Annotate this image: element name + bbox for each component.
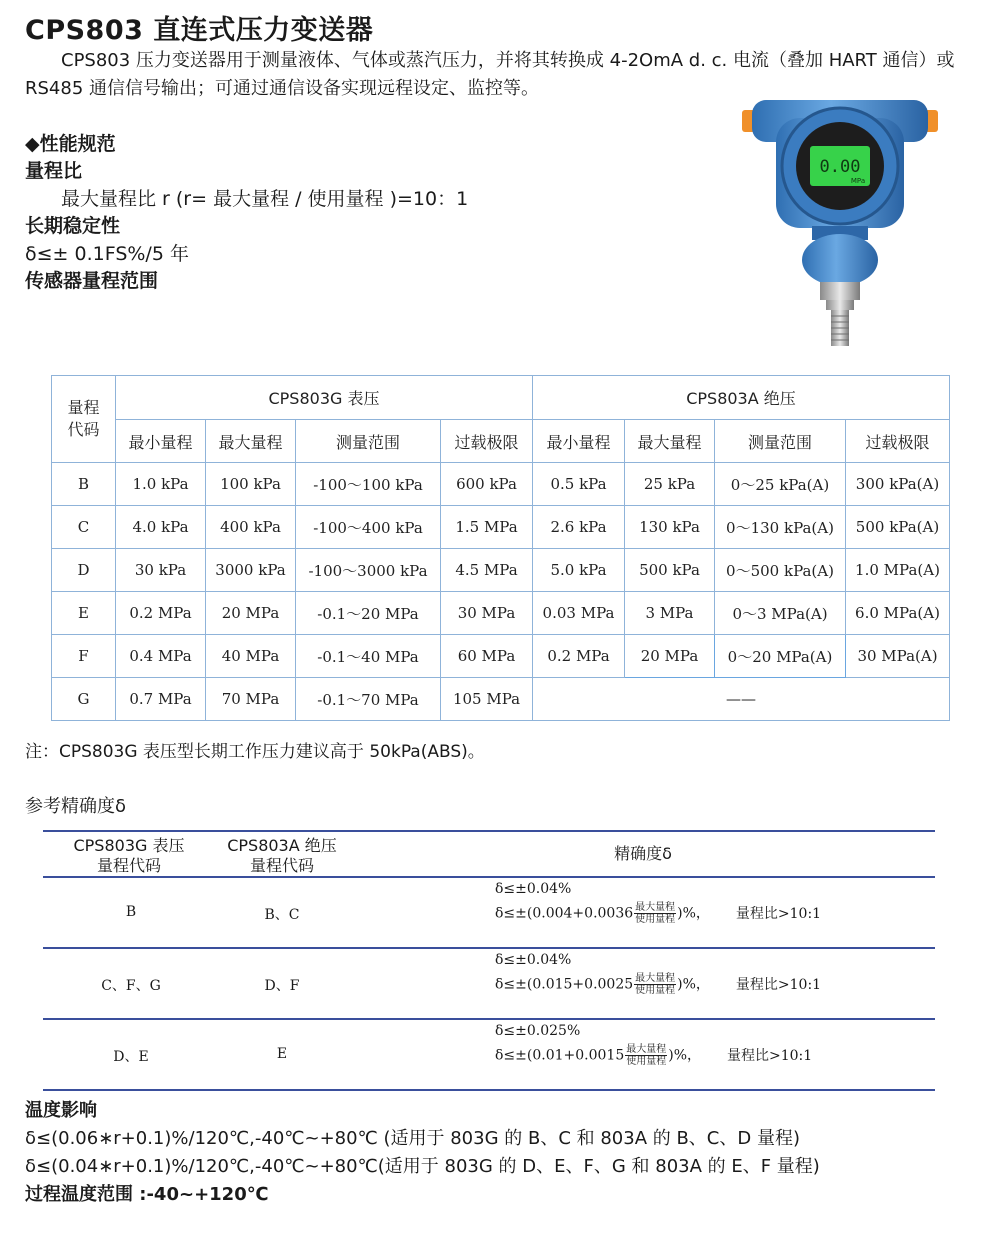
process-temperature: 过程温度范围 :-40~+120℃ [25,1184,269,1205]
range-heading: 传感器量程范围 [25,270,159,292]
table-cell: -0.1～40 MPa [296,635,441,678]
fraction: $\frac{\text{最大量程}}{\text{使用量程}}$ [626,1044,667,1067]
table-cell: 0.5 kPa [533,463,625,506]
table-rule [43,1018,935,1020]
col-header: 过载极限 [846,420,950,463]
table-cell: 60 MPa [441,635,533,678]
range-table [51,375,950,721]
table-cell: 3000 kPa [206,549,296,592]
table-row [52,549,950,592]
code-header: 量程代码 [52,376,116,463]
lcd-value: 0.00 [819,157,861,177]
table-row [52,635,950,678]
table-cell: 0.03 MPa [533,592,625,635]
table-cell: 500 kPa(A) [846,506,950,549]
process-nut [820,282,860,300]
table-cell: 105 MPa [441,678,533,721]
table-cell: B [125,904,137,920]
col-header-accuracy: 精确度δ [614,844,672,863]
table-rule [43,1089,935,1091]
col-header-g: CPS803G 表压 量程代码 [73,836,185,875]
table-cell: 0～25 kPa(A) [715,463,846,506]
table-cell: -100～100 kPa [296,463,441,506]
table-cell: 130 kPa [625,506,715,549]
table-row [52,678,950,721]
accuracy-formula: δ≤±(0.015+0.0025 $\frac{\text{最大量程}}{\text{使用量程}}$ )%， 量程比>10:1 [495,973,822,996]
ratio-heading: 量程比 [25,160,83,182]
group-header-a: CPS803A 绝压 [533,376,950,420]
table-cell: 5.0 kPa [533,549,625,592]
table-cell: 70 MPa [206,678,296,721]
table-cell: 3 MPa [625,592,715,635]
table-cell: 300 kPa(A) [846,463,950,506]
table-cell: -0.1～70 MPa [296,678,441,721]
table-row [52,463,950,506]
table-cell: 25 kPa [625,463,715,506]
table-cell: 0～500 kPa(A) [715,549,846,592]
table-cell: 2.6 kPa [533,506,625,549]
table-cell: 0～130 kPa(A) [715,506,846,549]
table-cell: E [276,1046,288,1062]
table-cell: 20 MPa [625,635,715,678]
table-cell-merged: —— [533,678,950,721]
table-cell: B [52,463,116,506]
table-cell: 0.2 MPa [533,635,625,678]
table-cell: -100～3000 kPa [296,549,441,592]
table-cell: 400 kPa [206,506,296,549]
pressure-transmitter-image [740,88,940,350]
accuracy-line: δ≤±0.04% [495,881,572,897]
fraction: $\frac{\text{最大量程}}{\text{使用量程}}$ [635,973,676,996]
process-hex [826,300,854,310]
table-cell: E [52,592,116,635]
temperature-heading: 温度影响 [25,1100,97,1121]
col-header: 测量范围 [715,420,846,463]
table-note: 注：CPS803G 表压型长期工作压力建议高于 50kPa(ABS)。 [25,742,485,762]
lcd-unit: MPa [850,177,866,185]
table-rule [43,876,935,878]
table-row [52,592,950,635]
stability-heading: 长期稳定性 [25,215,121,237]
col-header-a: CPS803A 绝压 量程代码 [227,836,337,875]
table-cell: 100 kPa [206,463,296,506]
temperature-section [25,1097,820,1209]
table-cell: 30 MPa(A) [846,635,950,678]
table-cell: 1.0 MPa(A) [846,549,950,592]
table-rule [43,830,935,832]
col-header: 最小量程 [116,420,206,463]
table-cell: 6.0 MPa(A) [846,592,950,635]
table-cell: 1.5 MPa [441,506,533,549]
col-header: 最小量程 [533,420,625,463]
spec-section-heading: ◆性能规范 [25,133,116,155]
table-cell: 600 kPa [441,463,533,506]
table-cell: B、C [264,907,300,923]
table-cell: 0.7 MPa [116,678,206,721]
table-cell: 20 MPa [206,592,296,635]
table-cell: D、E [113,1049,149,1065]
table-cell: 0.2 MPa [116,592,206,635]
accuracy-formula: δ≤±(0.004+0.0036 $\frac{\text{最大量程}}{\text{使用量程}}$ )%， 量程比>10:1 [495,902,822,925]
table-cell: 0.4 MPa [116,635,206,678]
table-cell: C、F、G [101,978,161,994]
ratio-text: 最大量程比 r (r= 最大量程 / 使用量程 )=10：1 [61,188,469,210]
col-header: 过载极限 [441,420,533,463]
table-row [52,506,950,549]
intro-text: CPS803 压力变送器用于测量液体、气体或蒸汽压力，并将其转换成 4-2OmA d. c. 电流（叠加 HART 通信）或 RS485 通信信号输出；可通过通信设备实现远程设定、监控等。 [25,50,955,99]
page-title: CPS803 直连式压力变送器 [25,15,374,46]
accuracy-line: δ≤±0.025% [495,1023,581,1039]
table-cell: 4.5 MPa [441,549,533,592]
table-cell: 500 kPa [625,549,715,592]
table-cell: D [52,549,116,592]
accuracy-heading: 参考精确度δ [25,796,127,817]
table-cell: G [52,678,116,721]
accuracy-formula: δ≤±(0.01+0.0015 $\frac{\text{最大量程}}{\text{使用量程}}$ )%， 量程比>10:1 [495,1044,813,1067]
table-cell: 0～3 MPa(A) [715,592,846,635]
table-cell: 0～20 MPa(A) [715,635,846,678]
table-cell: 1.0 kPa [116,463,206,506]
table-cell: 30 kPa [116,549,206,592]
col-header: 测量范围 [296,420,441,463]
stability-text: δ≤± 0.1FS%/5 年 [25,243,189,265]
accuracy-line: δ≤±0.04% [495,952,572,968]
table-cell: 4.0 kPa [116,506,206,549]
fraction: $\frac{\text{最大量程}}{\text{使用量程}}$ [635,902,676,925]
table-cell: -100～400 kPa [296,506,441,549]
group-header-g: CPS803G 表压 [116,376,533,420]
table-cell: C [52,506,116,549]
table-cell: F [52,635,116,678]
sensor-module [802,234,878,286]
table-rule [43,947,935,949]
temperature-line: δ≤(0.04∗r+0.1)%/120℃,-40℃~+80℃(适用于 803G 的 D、E、F、G 和 803A 的 E、F 量程) [25,1156,820,1177]
table-cell: -0.1～20 MPa [296,592,441,635]
table-cell: 30 MPa [441,592,533,635]
col-header: 最大量程 [206,420,296,463]
temperature-line: δ≤(0.06∗r+0.1)%/120℃,-40℃~+80℃ (适用于 803G 的 B、C 和 803A 的 B、C、D 量程) [25,1128,800,1149]
col-header: 最大量程 [625,420,715,463]
table-cell: D、F [264,978,300,994]
table-cell: 40 MPa [206,635,296,678]
